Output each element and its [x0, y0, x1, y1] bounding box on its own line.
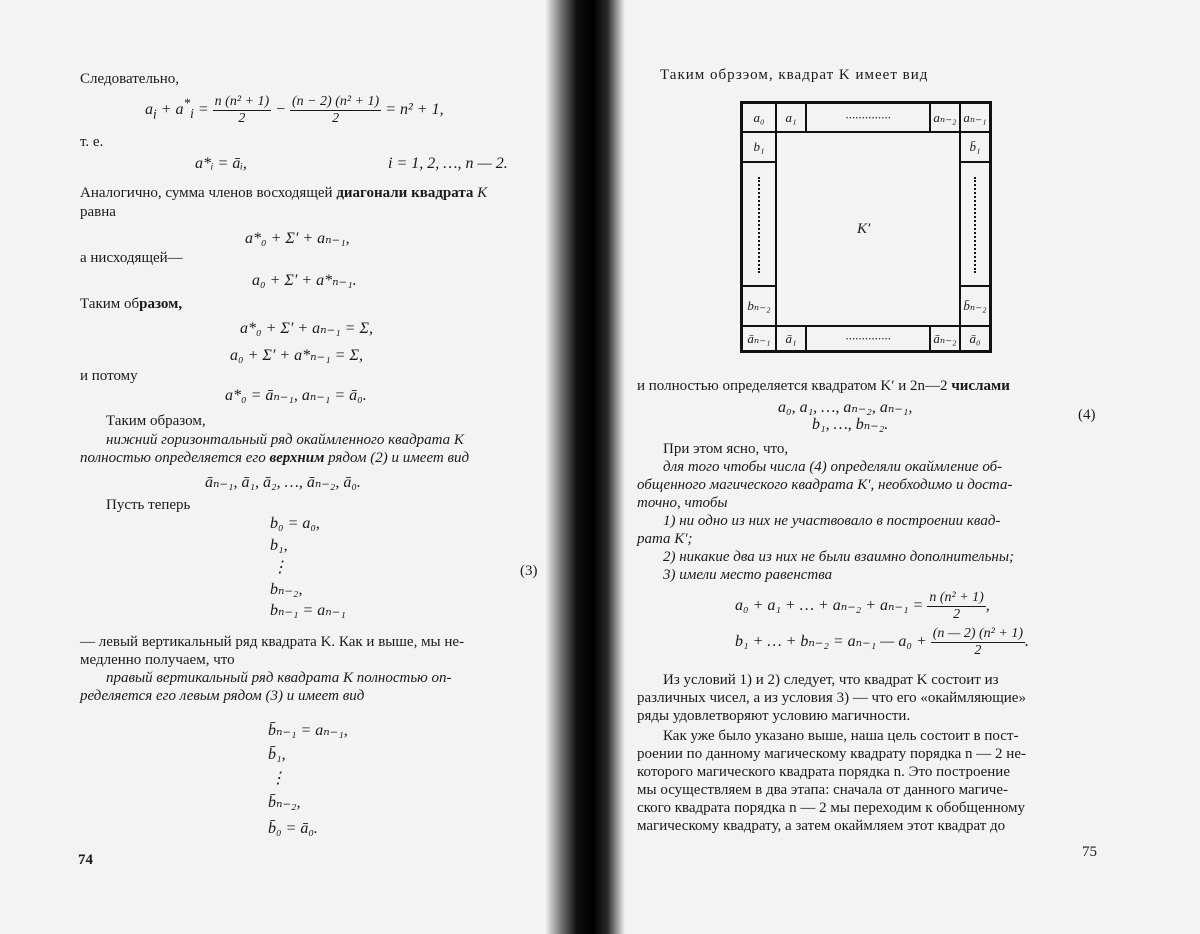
cell-a0bar: ā₀ [960, 326, 990, 351]
text-line: ряды удовлетворяют условию магичности. [637, 708, 911, 724]
page-number: 75 [1082, 844, 1097, 860]
text-line [637, 377, 1010, 395]
text-line: т. е. [80, 134, 104, 150]
text-line: Таким образом, [106, 413, 206, 429]
cell-a1: a₁ [776, 103, 806, 132]
equation: bₙ₋₂, [270, 581, 303, 598]
equation-sum-b-row [735, 626, 1029, 659]
eq-op: + [160, 101, 172, 119]
cell-bn2bar: b̄ₙ₋₂ [960, 286, 990, 326]
equation: a*₀ = āₙ₋₁, aₙ₋₁ = ā₀. [225, 387, 367, 404]
frac-numerator: (n — 2) (n² + 1) [932, 626, 1023, 641]
inner-square [776, 132, 960, 326]
text-span: диагонали [332, 185, 412, 201]
text-line: Пусть теперь [106, 497, 191, 513]
eq-term: = n² + 1, [385, 101, 444, 119]
eq-term: , [985, 597, 990, 615]
equation-range: i = 1, 2, …, n — 2. [388, 155, 508, 172]
text-line [80, 295, 182, 313]
magic-square-diagram [740, 101, 992, 353]
eq-term: a [145, 101, 153, 119]
cell-an1: aₙ₋₁ [960, 103, 990, 132]
text-line: Следовательно, [80, 71, 180, 87]
text-line: магическому квадрату, а затем окаймляем этот квадрат до [637, 818, 1006, 834]
equation: a*₀ + Σ′ + aₙ₋₁ = Σ, [240, 320, 373, 337]
eq-sub: i [153, 106, 157, 122]
eq-term: . [1025, 633, 1029, 651]
frac-numerator: (n − 2) (n² + 1) [291, 94, 380, 109]
cell-a0: a₀ [742, 103, 776, 132]
equation-tag: (4) [1078, 407, 1096, 423]
equation: b̄₀ = ā₀. [268, 820, 318, 837]
text-line: 1) ни одно из них не участвовало в построении квад- [663, 513, 1001, 529]
text-line: ределяется его левым рядом (3) и имеет вид [80, 688, 365, 704]
text-span: Аналогично, сумма членов восходящей [80, 185, 333, 201]
text-line: и потому [80, 368, 138, 384]
text-span: Таким об [80, 296, 140, 312]
text-line: различных чисел, а из условия 3) — что его «окаймляющие» [637, 690, 1026, 706]
text-line: которого магического квадрата порядка n. Это построение [637, 764, 1010, 780]
equation: a₀, a₁, …, aₙ₋₂, aₙ₋₁, [778, 399, 913, 416]
text-line [80, 184, 487, 202]
cell-a1bar: ā₁ [776, 326, 806, 351]
equation: b₁, [270, 537, 288, 554]
equation: ⋮ [270, 770, 286, 787]
fraction [927, 590, 985, 623]
equation: b₁, …, bₙ₋₂. [812, 416, 889, 433]
text-line: — левый вертикальный ряд квадрата K. Как и выше, мы не- [80, 634, 465, 650]
eq-term: a₀ + a₁ + … + aₙ₋₂ + aₙ₋₁ = [735, 597, 924, 615]
cell-an2: aₙ₋₂ [930, 103, 960, 132]
equation: āₙ₋₁, ā₁, ā₂, …, āₙ₋₂, ā₀. [205, 474, 361, 491]
cell-bn2: bₙ₋₂ [742, 286, 776, 326]
equation: a₀ + Σ′ + a*ₙ₋₁ = Σ, [230, 347, 363, 364]
cell-right-dots [960, 162, 990, 286]
frac-numerator: n (n² + 1) [929, 590, 984, 605]
fraction [931, 626, 1025, 659]
text-line: 2) никакие два из них не были взаимно дополнительны; [663, 549, 1014, 565]
frac-denominator: 2 [332, 111, 340, 126]
text-line: медленно получаем, что [80, 652, 235, 668]
equation: bₙ₋₁ = aₙ₋₁ [270, 602, 346, 619]
page-number: 74 [78, 852, 93, 868]
text-line: правый вертикальный ряд квадрата K полностью оп- [106, 670, 452, 686]
equation: b̄₁, [268, 746, 286, 763]
eq-op: − [275, 101, 286, 119]
text-line: Таким обрзэом, квадрат K имеет вид [660, 67, 929, 83]
equation: a*₀ + Σ′ + aₙ₋₁, [245, 230, 350, 247]
inner-square-label: K′ [857, 221, 871, 237]
text-line: ского квадрата порядка n — 2 мы переходим к обобщенному [637, 800, 1026, 816]
text-line: точно, чтобы [637, 495, 728, 511]
left-page [0, 0, 560, 934]
text-span: рядом (2) и имеет вид [324, 450, 470, 466]
frac-denominator: 2 [238, 111, 246, 126]
eq-term: $a^*_i$ [175, 95, 194, 122]
frac-numerator: n (n² + 1) [214, 94, 270, 109]
vertical-ellipsis [758, 177, 762, 273]
text-span: верхним [269, 450, 325, 466]
text-span: полностью определяется его [80, 450, 270, 466]
equation: b₀ = a₀, [270, 515, 320, 532]
text-line: Из условий 1) и 2) следует, что квадрат K состоит из [663, 672, 999, 688]
fraction [213, 94, 271, 127]
text-span: K [473, 185, 488, 201]
text-span: квадрата [411, 185, 474, 201]
vertical-ellipsis [974, 177, 978, 273]
text-line: рата K′; [637, 531, 693, 547]
text-line: Как уже было указано выше, наша цель состоит в пост- [663, 728, 1019, 744]
cell-left-dots [742, 162, 776, 286]
text-line: общенного магического квадрата K′, необходимо и доста- [637, 477, 1013, 493]
equation: b̄ₙ₋₂, [268, 794, 301, 811]
cell-bottom-dots: ·············· [806, 326, 930, 351]
text-line: 3) имели место равенства [663, 567, 833, 583]
equation: ⋮ [272, 559, 288, 576]
text-line: мы осуществляем в два этапа: сначала от данного магиче- [637, 782, 1008, 798]
text-line: нижний горизонтальный ряд окаймленного квадрата K [106, 432, 464, 448]
equation-sum-a-row [735, 590, 990, 623]
frac-denominator: 2 [974, 643, 982, 658]
text-span: разом, [139, 296, 183, 312]
equation: b̄ₙ₋₁ = aₙ₋₁, [268, 722, 348, 739]
text-line: роении по данному магическому квадрату порядка n — 2 не- [637, 746, 1026, 762]
cell-an2bar: āₙ₋₂ [930, 326, 960, 351]
text-span: и полностью определяется квадратом K′ и 2n—2 [637, 378, 952, 394]
equation-sum-a: $a_i + a^*_i$ = $\frac{\text{n (n² + 1)}}{2}$ − $\frac{\text{(n − 2) (n² + 1)}}{2}$ = n² + 1, [145, 94, 444, 126]
cell-b1bar: b̄₁ [960, 132, 990, 162]
fraction [290, 94, 381, 127]
equation: a*ᵢ = āᵢ, [195, 155, 247, 172]
cell-top-dots: ·············· [806, 103, 930, 132]
text-line: а нисходящей— [80, 250, 183, 266]
book-gutter [545, 0, 625, 934]
text-line: При этом ясно, что, [663, 441, 789, 457]
eq-term: b₁ + … + bₙ₋₂ = aₙ₋₁ — a₀ + [735, 633, 927, 651]
equation-tag: (3) [520, 563, 538, 579]
frac-denominator: 2 [953, 607, 961, 622]
text-line [80, 449, 469, 467]
text-line: равна [80, 204, 116, 220]
cell-b1: b₁ [742, 132, 776, 162]
text-span: числами [951, 378, 1010, 394]
cell-an1bar: āₙ₋₁ [742, 326, 776, 351]
text-line: для того чтобы числа (4) определяли окаймление об- [663, 459, 1003, 475]
equation: a₀ + Σ′ + a*ₙ₋₁. [252, 272, 357, 289]
